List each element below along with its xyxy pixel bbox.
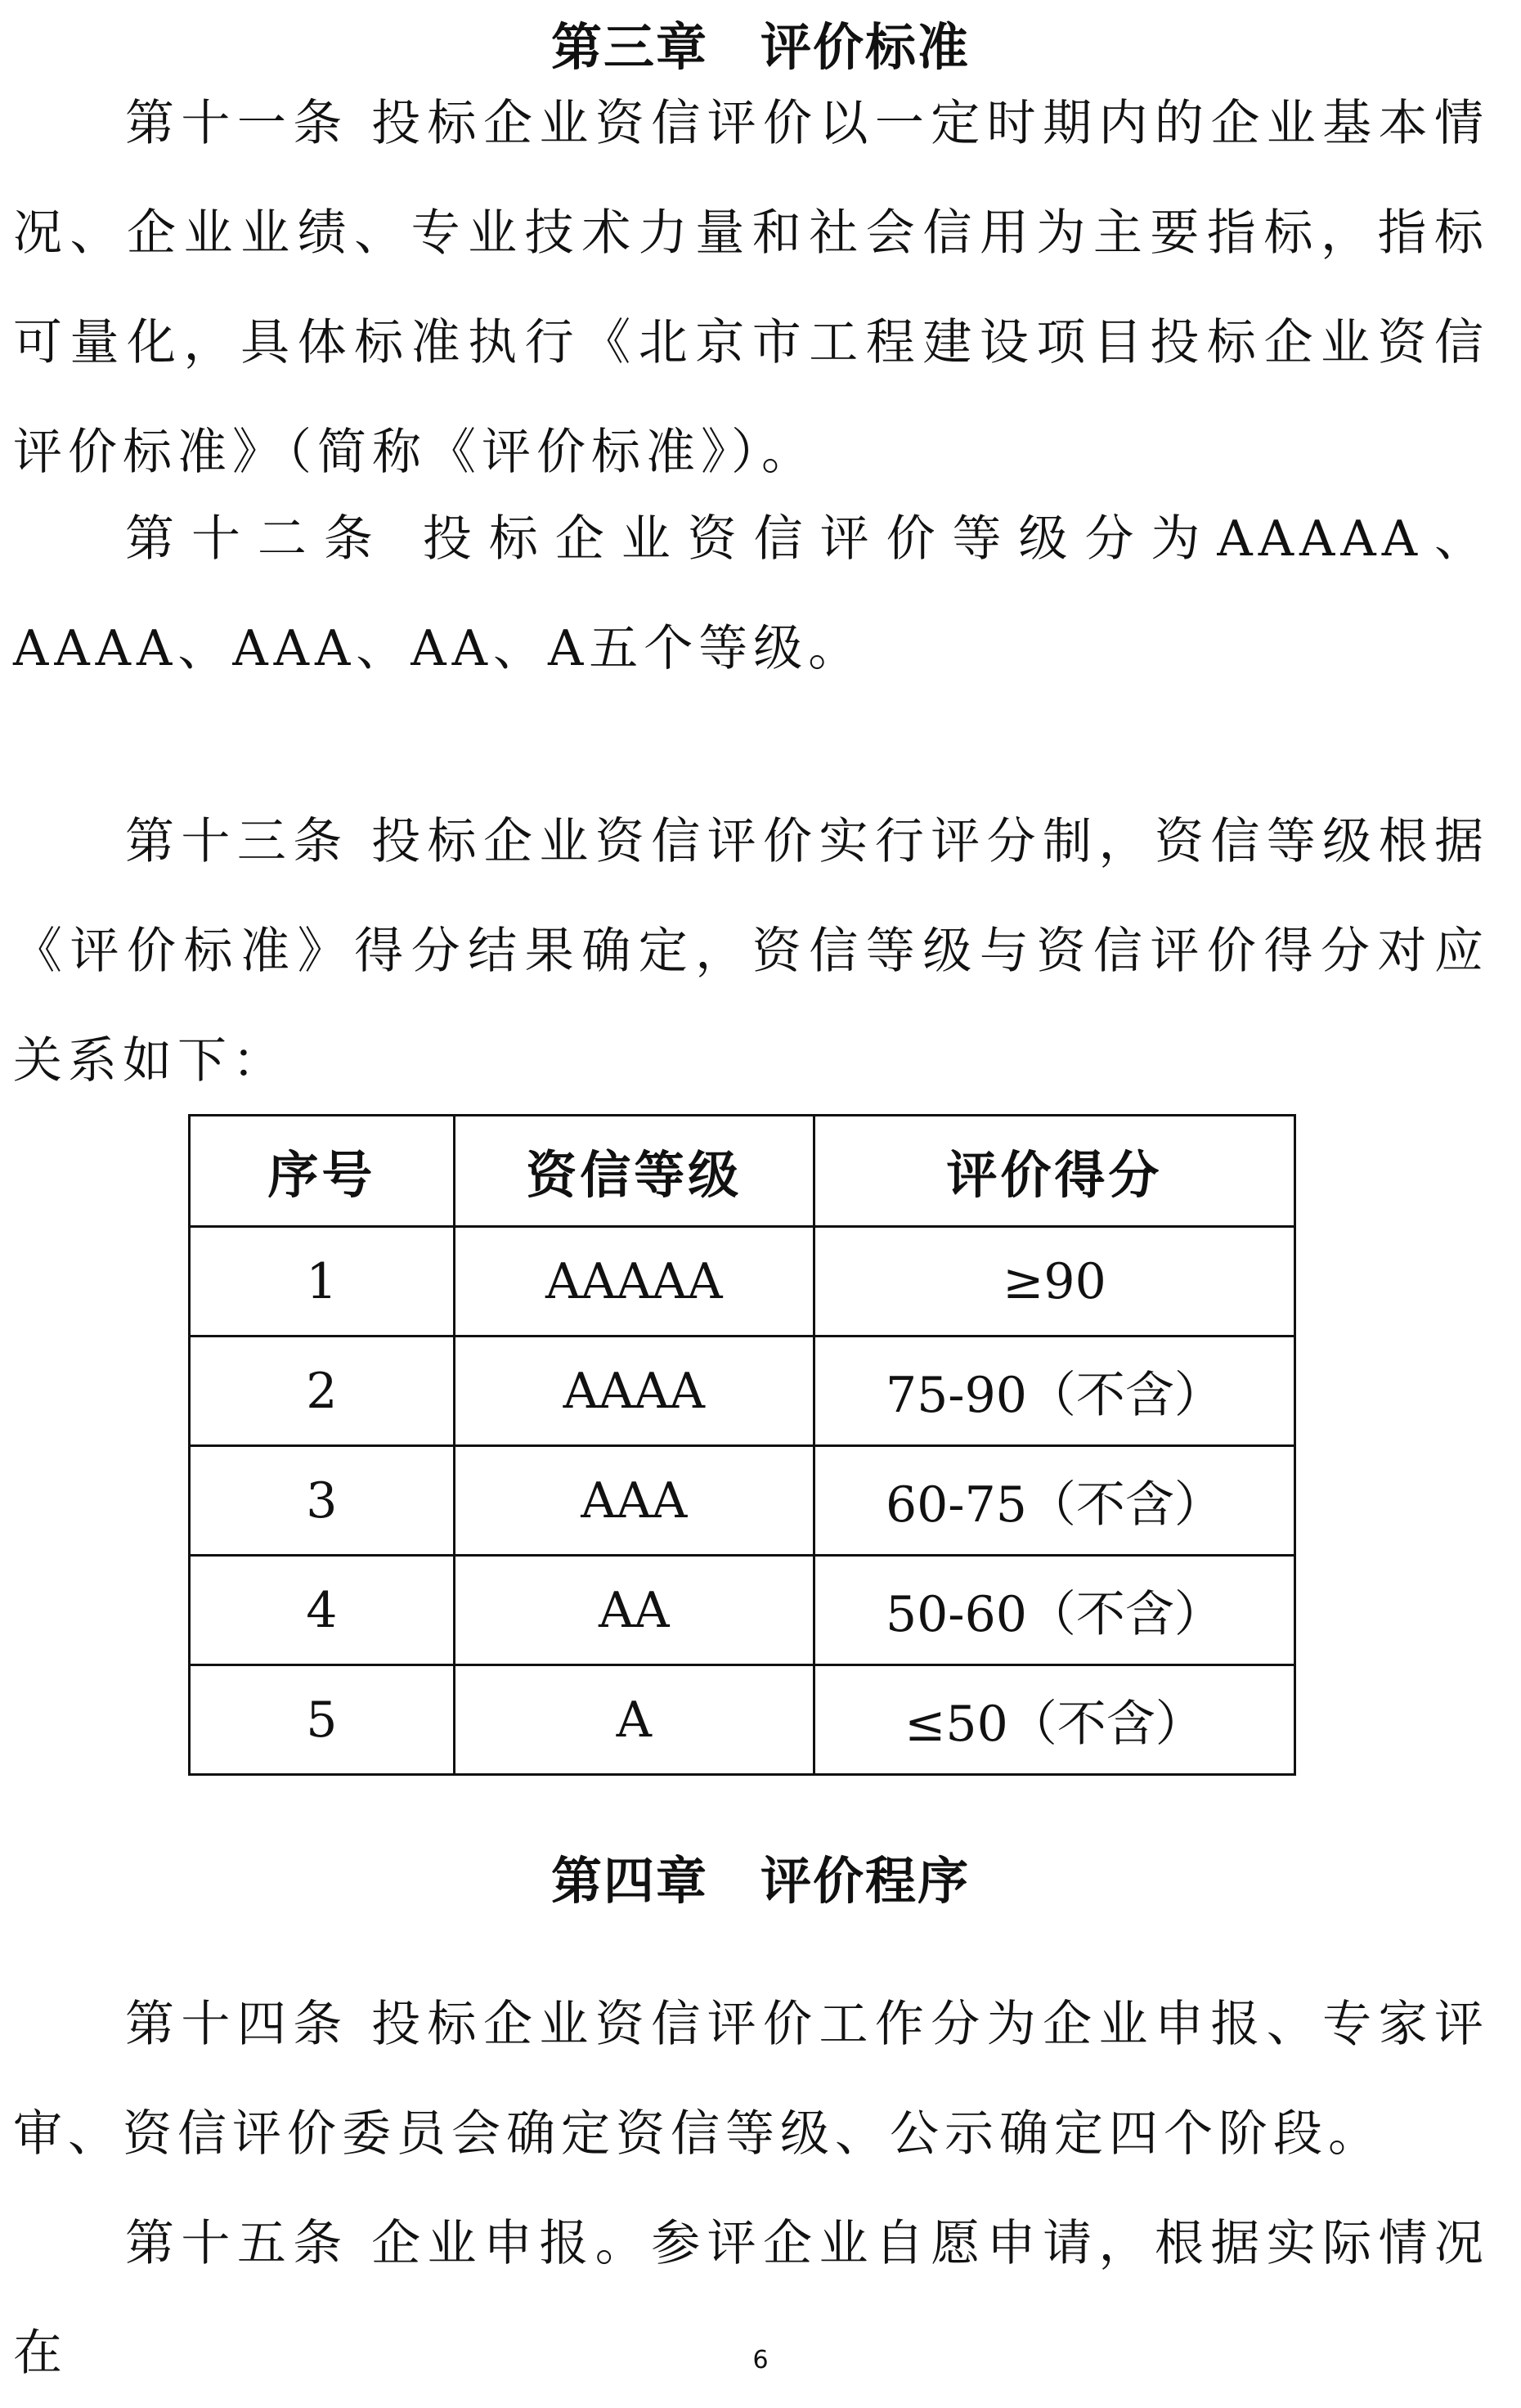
article-13: 第十三条 投标企业资信评价实行评分制，资信等级根据《评价标准》得分结果确定，资信等级与资信评价得分对应关系如下： (13, 813, 1489, 1089)
row-score: 75-90（不含） (814, 1337, 1294, 1446)
chapter-4-title: 第四章 评价程序 (550, 1851, 970, 1911)
article-15: 第十五条 企业申报。参评企业自愿申请，根据实际情况在 (13, 2215, 1489, 2382)
row-score: 50-60（不含） (814, 1556, 1294, 1665)
row-index: 3 (190, 1446, 455, 1556)
row-index: 2 (190, 1337, 455, 1446)
article-12: 第十二条 投标企业资信评价等级分为AAAAA、AAAA、AAA、AA、A五个等级。 (13, 510, 1489, 677)
row-grade: AAA (454, 1446, 814, 1556)
row-score: 60-75（不含） (814, 1446, 1294, 1556)
row-grade: AAAAA (454, 1227, 814, 1337)
row-index: 5 (190, 1665, 455, 1775)
table-row (190, 1337, 1295, 1446)
table-row (190, 1446, 1295, 1556)
row-index: 4 (190, 1556, 455, 1665)
header-grade: 资信等级 (454, 1116, 814, 1227)
chapter-3-title: 第三章 评价标准 (550, 17, 970, 77)
page-number: 6 (752, 2346, 769, 2374)
header-score: 评价得分 (814, 1116, 1294, 1227)
row-grade: AAAA (454, 1337, 814, 1446)
row-grade: AA (454, 1556, 814, 1665)
row-score: ≤50（不含） (814, 1665, 1294, 1775)
table-row (190, 1227, 1295, 1337)
table-header-row (190, 1116, 1295, 1227)
table-row (190, 1665, 1295, 1775)
row-index: 1 (190, 1227, 455, 1337)
grade-score-table (188, 1114, 1296, 1776)
header-index: 序号 (190, 1116, 455, 1227)
row-grade: A (454, 1665, 814, 1775)
row-score: ≥90 (814, 1227, 1294, 1337)
article-11: 第十一条 投标企业资信评价以一定时期内的企业基本情况、企业业绩、专业技术力量和社会信用为主要指标，指标可量化，具体标准执行《北京市工程建设项目投标企业资信评价标准》（简称《评价标准》）。 (13, 95, 1489, 481)
article-14: 第十四条 投标企业资信评价工作分为企业申报、专家评审、资信评价委员会确定资信等级、公示确定四个阶段。 (13, 1996, 1489, 2163)
table-row (190, 1556, 1295, 1665)
